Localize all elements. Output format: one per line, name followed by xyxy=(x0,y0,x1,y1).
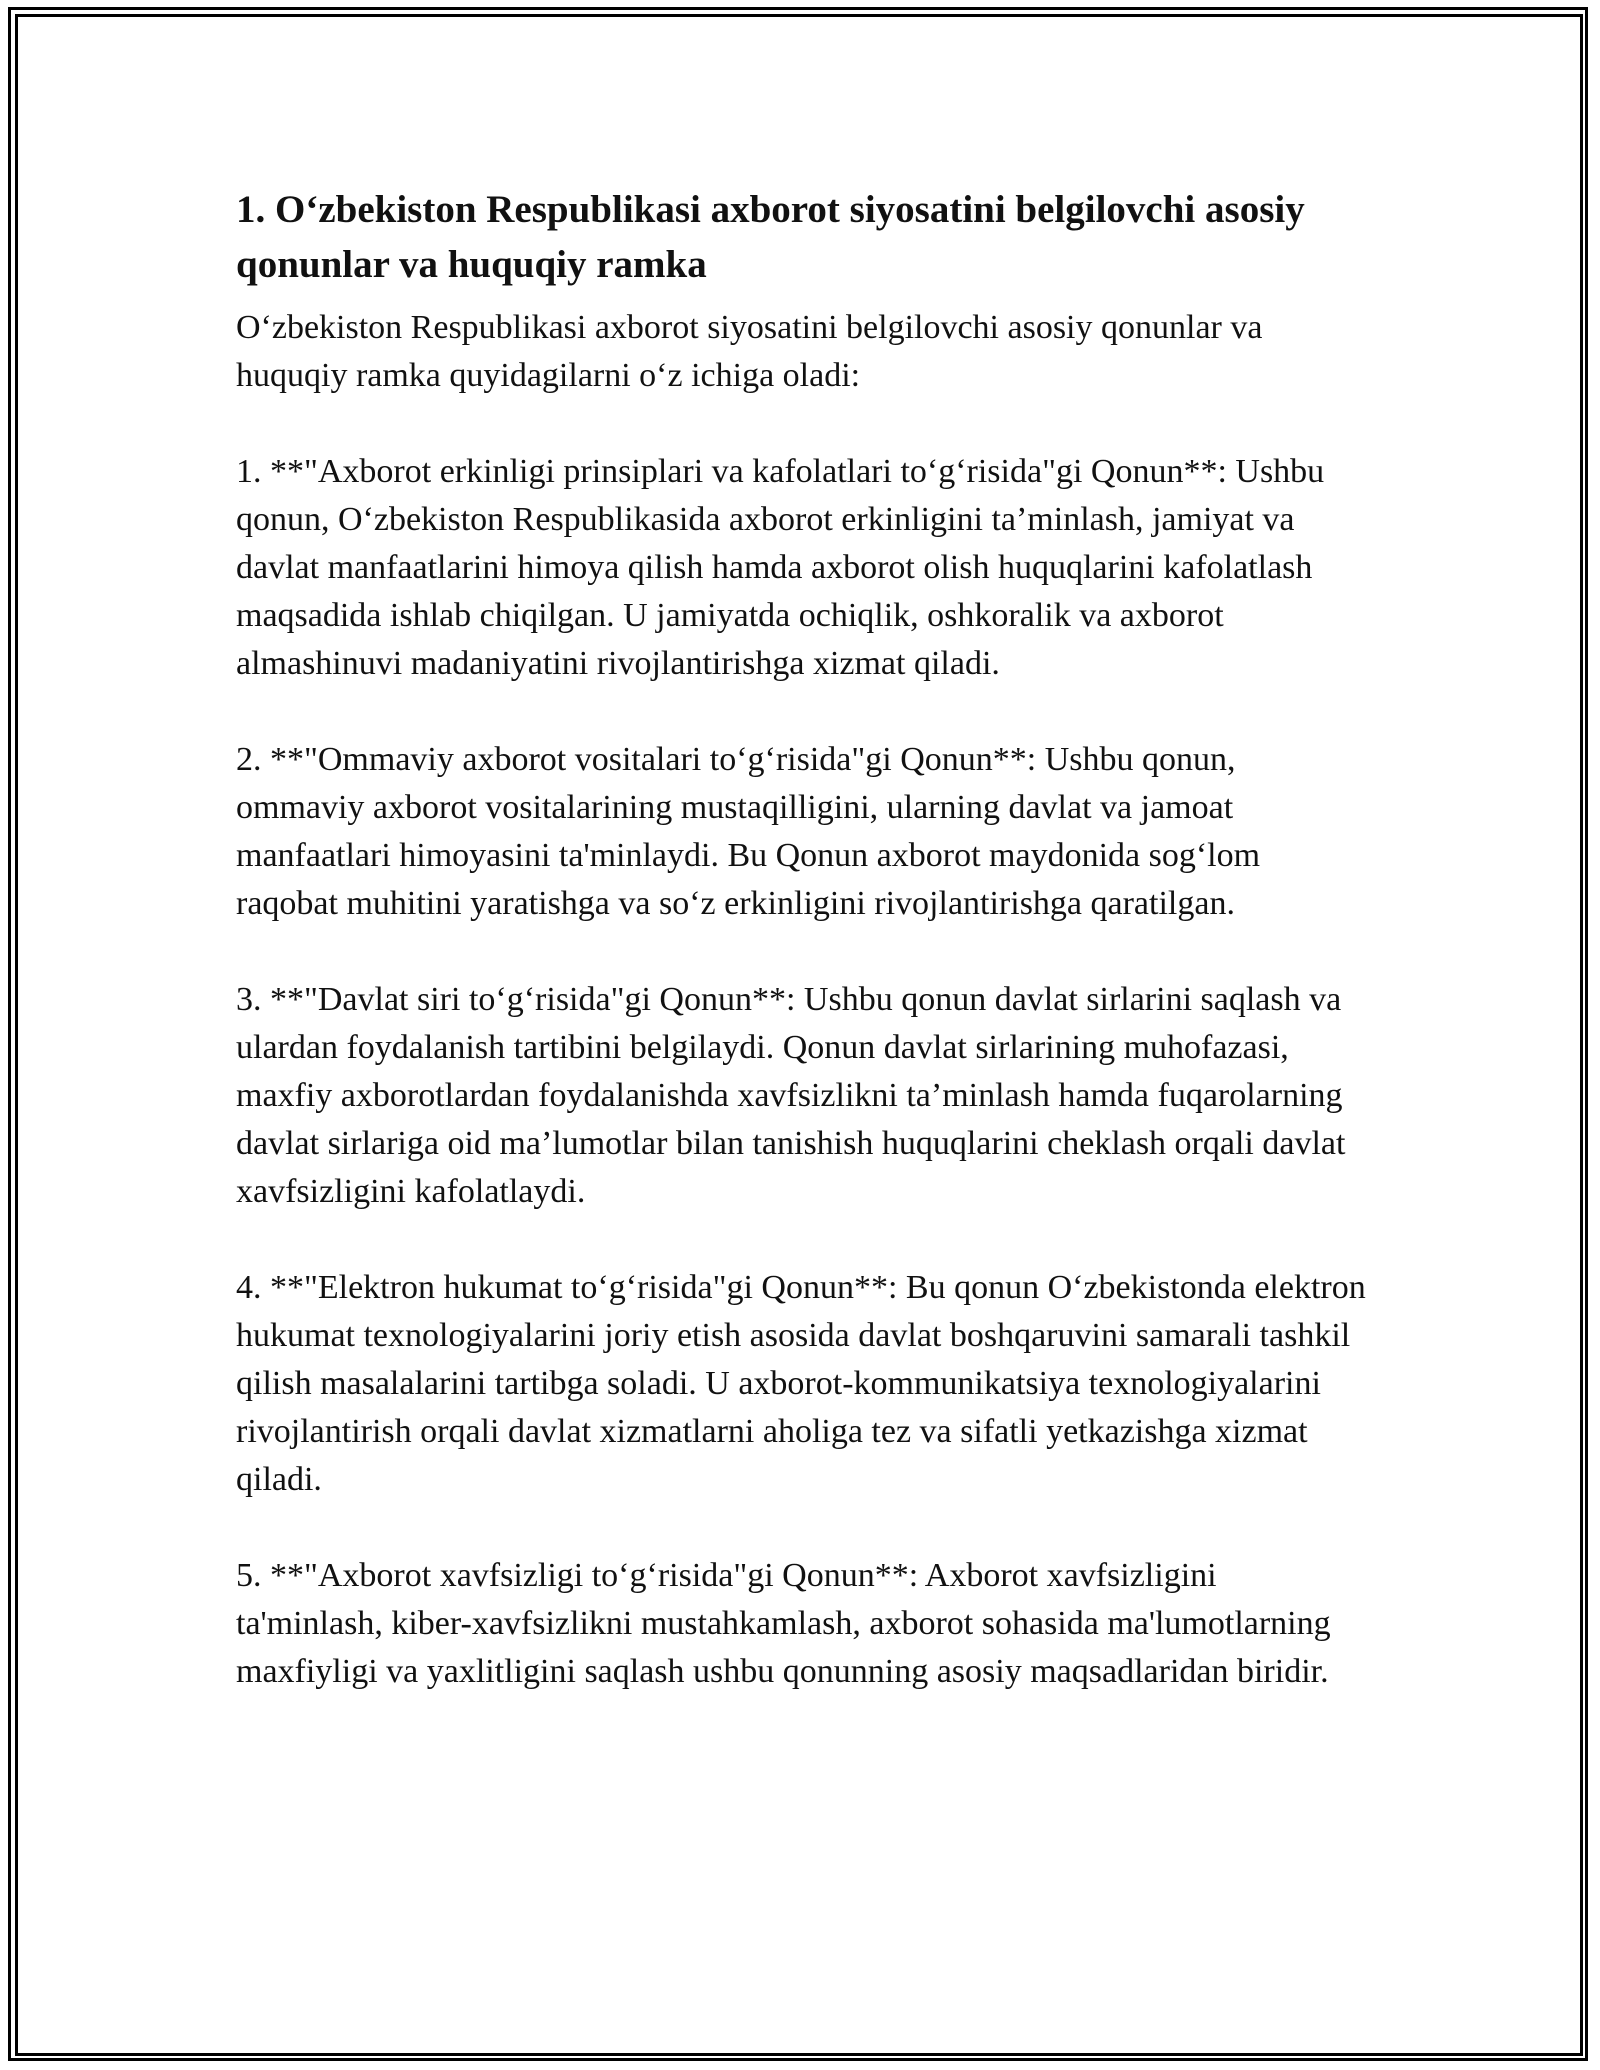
document-body xyxy=(236,182,1366,1744)
law-item-3: 3. **"Davlat siri to‘g‘risida"gi Qonun**: Ushbu qonun davlat sirlarini saqlash va ulardan foydalanish tartibini belgilaydi. Qonun davlat sirlarining muhofazasi, maxfiy axborotlardan foydalanishda xavfsizlikni ta’minlash hamda fuqarolarning davlat sirlariga oid ma’lumotlar bilan tanishish huquqlarini cheklash orqali davlat xavfsizligini kafolatlaydi. xyxy=(236,981,1346,1210)
section-heading: 1. O‘zbekiston Respublikasi axborot siyosatini belgilovchi asosiy qonunlar va huquqiy ramka xyxy=(236,188,1305,286)
law-item-4: 4. **"Elektron hukumat to‘g‘risida"gi Qonun**: Bu qonun O‘zbekistonda elektron hukumat texnologiyalarini joriy etish asosida davlat boshqaruvini samarali tashkil qilish masalalarini tartibga soladi. U axborot-kommunikatsiya texnologiyalarini rivojlantirish orqali davlat xizmatlarni aholiga tez va sifatli yetkazishga xizmat qiladi. xyxy=(236,1269,1366,1498)
law-item-2: 2. **"Ommaviy axborot vositalari to‘g‘risida"gi Qonun**: Ushbu qonun, ommaviy axborot vositalarining mustaqilligini, ularning davlat va jamoat manfaatlari himoyasini ta'minlaydi. Bu Qonun axborot maydonida sog‘lom raqobat muhitini yaratishga va so‘z erkinligini rivojlantirishga qaratilgan. xyxy=(236,741,1261,922)
intro-paragraph: O‘zbekiston Respublikasi axborot siyosatini belgilovchi asosiy qonunlar va huquqiy ramka quyidagilarni o‘z ichiga oladi: xyxy=(236,309,1263,394)
law-item-1: 1. **"Axborot erkinligi prinsiplari va kafolatlari to‘g‘risida"gi Qonun**: Ushbu qonun, O‘zbekiston Respublikasida axborot erkinligini ta’minlash, jamiyat va davlat manfaatlarini himoya qilish hamda axborot olish huquqlarini kafolatlash maqsadida ishlab chiqilgan. U jamiyatda ochiqlik, oshkoralik va axborot almashinuvi madaniyatini rivojlantirishga xizmat qiladi. xyxy=(236,453,1325,682)
law-item-5: 5. **"Axborot xavfsizligi to‘g‘risida"gi Qonun**: Axborot xavfsizligini ta'minlash, kiber-xavfsizlikni mustahkamlash, axborot sohasida ma'lumotlarning maxfiyligi va yaxlitligini saqlash ushbu qonunning asosiy maqsadlaridan biridir. xyxy=(236,1557,1331,1690)
